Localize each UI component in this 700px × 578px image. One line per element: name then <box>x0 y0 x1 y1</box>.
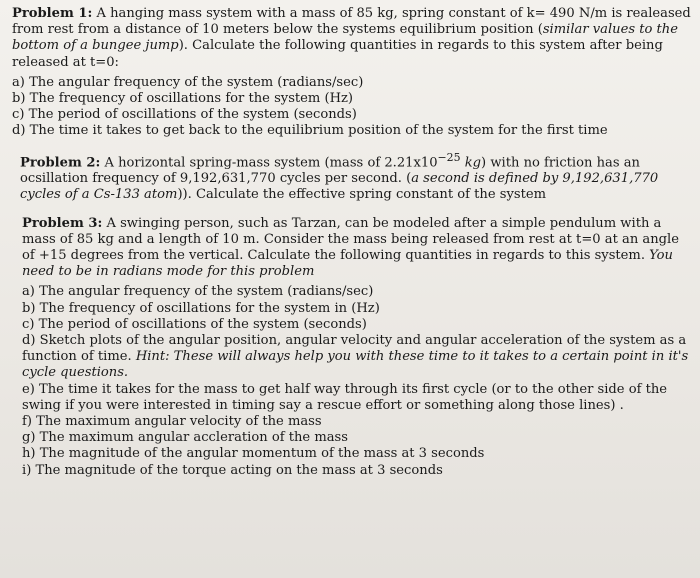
problem-3-text-italic: You need to be in radians mode for this problem <box>22 248 673 280</box>
problem-3-item-d-text: d) Sketch plots of the angular position, angular velocity and angular acceleration of the system as a function of time. <box>22 333 687 365</box>
problem-2-text-a: A horizontal spring-mass system (mass of 2.21x10 <box>100 154 438 170</box>
problem-1-items <box>12 75 694 140</box>
problem-1-statement <box>12 6 694 71</box>
problem-3-item-e: e) The time it takes for the mass to get half way through its first cycle (or to the other side of the swing if you were interested in timing say a rescue effort or something along those lines) . <box>22 381 668 413</box>
problem-3-statement <box>22 216 694 281</box>
problem-2-exponent: −25 <box>437 150 461 164</box>
problem-3 <box>12 216 694 479</box>
problem-3-item-b: b) The frequency of oscillations for the system in (Hz) <box>22 300 380 316</box>
problem-2-unit: kg <box>460 154 482 170</box>
problem-3-items <box>22 284 694 478</box>
problem-3-item-c: c) The period of oscillations of the system (seconds) <box>22 316 367 332</box>
problem-3-item-i: i) The magnitude of the torque acting on the mass at 3 seconds <box>22 462 443 478</box>
problem-2-text-c: )). Calculate the effective spring constant of the system <box>177 187 546 203</box>
problem-2-text-b: ) with no friction has an ocsillation frequency of 9,192,631,770 cycles per second. ( <box>20 154 640 187</box>
problem-1 <box>12 6 694 140</box>
problem-1-text-italic: similar values to the bottom of a bungee jump <box>12 22 678 54</box>
problem-3-item-f: f) The maximum angular velocity of the mass <box>22 414 322 430</box>
problem-2-text-italic: a second is defined by 9,192,631,770 cycles of a Cs-133 atom <box>20 171 659 203</box>
problem-1-text-b: ). Calculate the following quantities in regards to this system after being released at t=0: <box>12 38 663 70</box>
problem-2-label: Problem 2: <box>20 154 101 170</box>
problem-3-item-h: h) The magnitude of the angular momentum of the mass at 3 seconds <box>22 446 485 462</box>
problem-3-text-a: A swinging person, such as Tarzan, can be modeled after a simple pendulum with a mass of 85 kg and a length of 10 m. Consider the mass being released from rest at t=0 at an angle of +15 degrees from the vertical. Calculate the following quantities in regards to this system. <box>22 215 679 263</box>
problem-2-statement <box>20 150 694 204</box>
problem-3-item-d <box>22 333 694 382</box>
problem-3-label: Problem 3: <box>22 215 103 231</box>
problem-3-item-g: g) The maximum angular accleration of the mass <box>22 430 348 446</box>
problem-2 <box>12 150 694 204</box>
problem-3-item-a: a) The angular frequency of the system (radians/sec) <box>22 284 374 300</box>
problem-1-item-d: d) The time it takes to get back to the equilibrium position of the system for the first time <box>12 123 608 139</box>
problem-1-label: Problem 1: <box>12 6 93 21</box>
problem-1-text-a: A hanging mass system with a mass of 85 kg, spring constant of k= 490 N/m is realeased from rest from a distance of 10 meters below the systems equilibrium position ( <box>12 6 691 38</box>
problem-1-item-a: a) The angular frequency of the system (radians/sec) <box>12 74 364 90</box>
problem-1-item-c: c) The period of oscillations of the system (seconds) <box>12 107 357 123</box>
problem-1-item-b: b) The frequency of oscillations for the system (Hz) <box>12 91 354 107</box>
problem-3-item-d-hint: Hint: These will always help you with these time to it takes to a certain point in it's cycle questions. <box>22 349 689 381</box>
